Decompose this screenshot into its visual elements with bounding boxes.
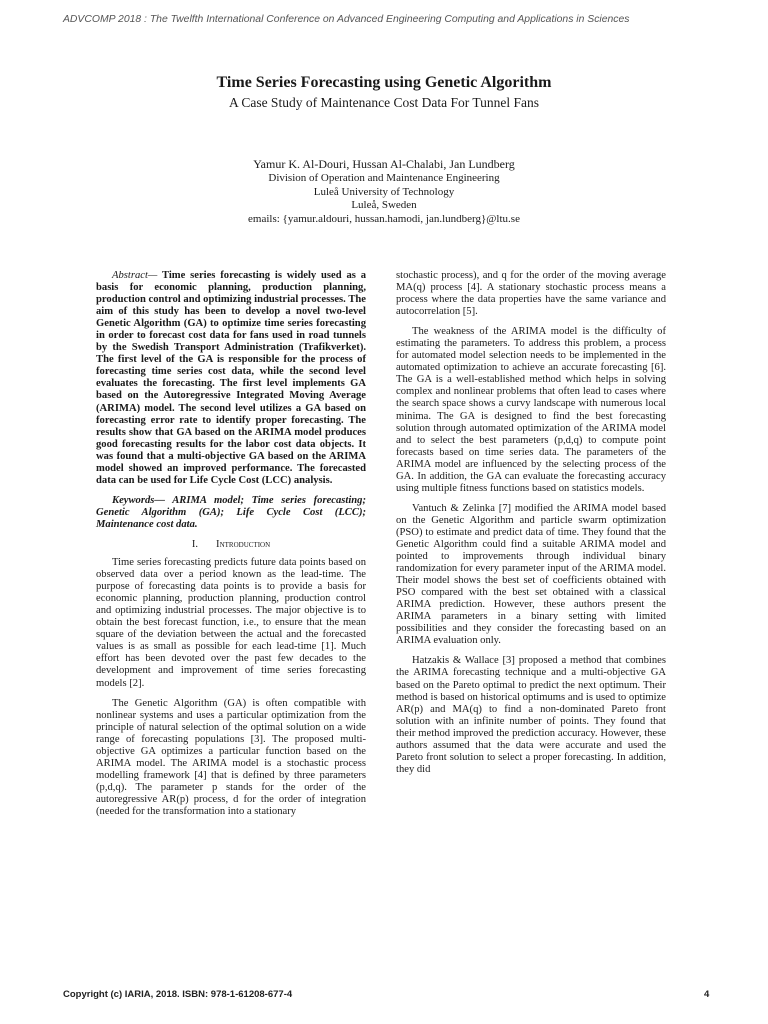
paper-subtitle: A Case Study of Maintenance Cost Data For Tunnel Fans [228,95,540,110]
right-column [396,270,666,784]
section-title-rest: ntroduction [219,538,271,550]
author-names: Yamur K. Al-Douri, Hussan Al-Chalabi, Jan Lundberg [253,157,515,171]
body-paragraph: Vantuch & Zelinka [7] modified the ARIMA model based on the Genetic Algorithm and particle swarm optimization (PSO) to estimate and predict data of time. They found that the Genetic Algorithm could find a suitable ARIMA model and pointed to improvements through individual binary randomization for every parameter input of the ARIMA model. Their model shows the best set of coefficients obtained with PSO compared with the best set obtained with a classical ARIMA prediction. However, these authors present the ARIMA parameters in a binary setting with limited possibilities and they consider the forecasting based on an ARIMA evaluation only. [396,502,666,647]
section-number: I. [191,538,199,550]
footer-copyright: Copyright (c) IARIA, 2018. ISBN: 978-1-61208-677-4 [63,989,293,1000]
body-paragraph: stochastic process), and q for the order of the moving average MA(q) process [4]. A stationary stochastic process means a process where the data properties have the same variance and autocorrelation [5]. [396,270,666,318]
keywords [96,495,366,531]
abstract-lead: Abstract— [112,270,158,281]
author-emails: emails: {yamur.aldouri, hussan.hamodi, jan.lundberg}@ltu.se [248,212,520,225]
affiliation-location: Luleå, Sweden [351,199,417,212]
body-paragraph: Hatzakis & Wallace [3] proposed a method that combines the ARIMA forecasting technique and a multi-objective GA based on the Pareto optimal to predict the next optimum. Their method is based on historical optimums and is used to optimize AR(p) and MA(q) to find a non-dominated Pareto front solution with an infinite number of points. They found that their method improved the prediction accuracy. However, these authors assumed that the data were accurate and used the Pareto front solution to select a proper forecasting. In addition, they did [396,655,666,775]
affiliation-university: Luleå University of Technology [313,185,455,198]
section-heading-introduction [96,539,366,551]
left-column [96,270,366,826]
page-number: 4 [704,989,710,1000]
section-title-initial: I [216,538,220,550]
title-block [0,74,768,111]
body-paragraph: Time series forecasting predicts future data points based on observed data over a period known as the lead-time. The purpose of forecasting data points is to provide a basis for economic planning, production planning, production control and optimizing industrial processes. The major objective is to obtain the best forecast function, i.e., to ensure that the mean square of the deviation between the actual and the forecasted values is as small as possible for each lead-time [1]. Much effort has been devoted over the past few decades to the development and improvement of time series forecasting models [2]. [96,557,366,689]
affiliation-division: Division of Operation and Maintenance Engineering [268,172,500,184]
body-paragraph: The weakness of the ARIMA model is the difficulty of estimating the parameters. To address this problem, a process for automated model selection needs to be implemented in the automated optimization to achieve an accurate forecasting [6]. The GA is a well-established method which helps in solving complex and nonlinear problems that often lead to cases where the search space shows a curvy landscape with numerous local minima. The GA is designed to find the best forecasting solution through automated optimization of the ARIMA model and to select the best parameters (p,d,q) to compute point forecasts based on time series data. The parameters of the ARIMA model are influenced by the selecting process of the GA. In addition, the GA can evaluate the forecasting accuracy using multiple fitness functions based on statistics models. [396,326,666,494]
authors-block [0,157,768,226]
paper-title: Time Series Forecasting using Genetic Algorithm [216,74,552,91]
keywords-text: ARIMA model; Time series forecasting; Genetic Algorithm (GA); Life Cycle Cost (LCC); Maintenance cost data. [96,494,366,530]
keywords-lead: Keywords— [112,494,165,506]
conference-header: ADVCOMP 2018 : The Twelfth International Conference on Advanced Engineering Computing and Applications in Sciences [63,14,630,25]
abstract-text: Time series forecasting is widely used as a basis for economic planning, production planning, production control and optimizing industrial processes. The aim of this study has been to develop a novel two-level Genetic Algorithm (GA) to optimize time series forecasting in order to forecast cost data for fans used in road tunnels by the Swedish Transport Administration (Trafikverket). The first level of the GA is responsible for the process of forecasting time series cost data, while the second level evaluates the forecasting. The first level implements GA based on the Autoregressive Integrated Moving Average (ARIMA) model. The second level utilizes a GA based on forecasting error rate to identify proper forecasting. The results show that GA based on the ARIMA model produces good forecasting results for the labor cost data objects. It was found that a multi-objective GA based on the ARIMA model showed an improved performance. The forecasted data can be used for Life Cycle Cost (LCC) analysis. [96,270,366,486]
abstract [96,270,366,487]
body-paragraph: The Genetic Algorithm (GA) is often compatible with nonlinear systems and uses a particular optimization from the principle of natural selection of the optimal solution on a wide range of forecasting populations [3]. The proposed multi-objective GA optimizes a particular function based on the ARIMA model. The ARIMA model is a stochastic process modelling framework [4] that is defined by three parameters (p,d,q). The parameter p stands for the order of the autoregressive AR(p) process, d for the order of integration (needed for the transformation into a stationary [96,697,366,817]
